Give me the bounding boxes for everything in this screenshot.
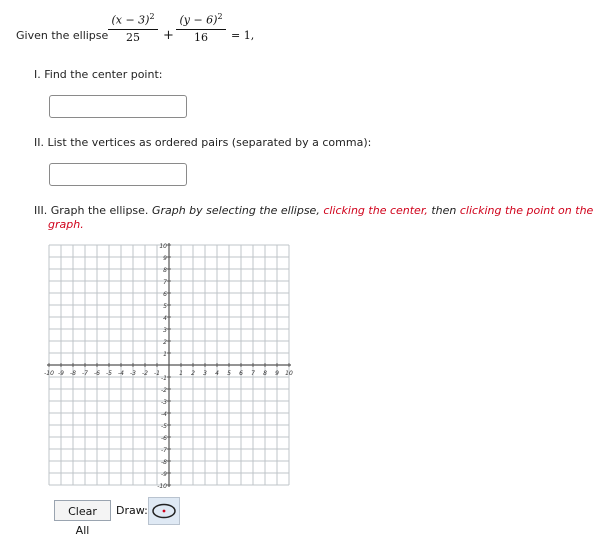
y-tick-label: 5	[163, 303, 167, 310]
y-tick-label: 7	[163, 279, 167, 286]
fraction-y-term	[176, 12, 226, 44]
question-1-label: I. Find the center point:	[34, 68, 163, 81]
equals-rhs: = 1,	[231, 29, 255, 42]
y-tick-label: -2	[161, 387, 167, 394]
x-tick-label: 2	[191, 370, 195, 377]
x-tick-label: 10	[285, 370, 293, 377]
x-tick-label: -1	[154, 370, 160, 377]
center-point-input[interactable]	[49, 95, 187, 118]
y-tick-label: 1	[163, 351, 167, 358]
y-tick-label: -5	[161, 423, 167, 430]
x-tick-label: 9	[275, 370, 279, 377]
y-tick-label: -8	[161, 459, 167, 466]
x-tick-label: 5	[227, 370, 231, 377]
ellipse-tool-icon	[149, 498, 179, 524]
y-tick-label: -6	[161, 435, 167, 442]
x-tick-label: -9	[58, 370, 64, 377]
given-label: Given the ellipse	[16, 29, 109, 42]
fraction-bar	[108, 29, 158, 30]
clear-all-button[interactable]: Clear All	[54, 500, 111, 521]
x-tick-label: 1	[179, 370, 183, 377]
y-tick-label: 2	[163, 339, 167, 346]
question-3-instruction: Graph by selecting the ellipse,	[151, 204, 320, 217]
question-3-label	[34, 204, 594, 232]
x-tick-label: 8	[263, 370, 267, 377]
coordinate-graph[interactable]	[46, 242, 298, 492]
x-tick-label: -10	[44, 370, 54, 377]
y-tick-label: -9	[161, 471, 167, 478]
question-3-title: III. Graph the ellipse.	[34, 204, 149, 217]
x-tick-label: -5	[106, 370, 112, 377]
x-term-denominator: 25	[126, 30, 140, 44]
x-term-numerator: $(x - 3)^2$	[111, 12, 155, 27]
y-tick-label: 9	[163, 255, 167, 262]
question-3-instruction-red: clicking the center,	[323, 204, 428, 217]
question-3-instruction-red-2: clicking the point on the	[459, 204, 594, 217]
x-tick-label: -8	[70, 370, 76, 377]
x-tick-label: 7	[251, 370, 255, 377]
x-tick-label: -6	[94, 370, 100, 377]
ellipse-tool-button[interactable]	[148, 497, 180, 525]
y-tick-label: -1	[161, 375, 167, 382]
plus-sign: +	[163, 28, 174, 43]
x-tick-label: -4	[118, 370, 124, 377]
y-tick-label: -10	[157, 483, 167, 490]
y-term-denominator: 16	[194, 30, 208, 44]
y-tick-label: 3	[163, 327, 167, 334]
problem-statement	[0, 0, 616, 60]
x-tick-label: 4	[215, 370, 219, 377]
fraction-bar	[176, 29, 226, 30]
vertices-input[interactable]	[49, 163, 187, 186]
x-tick-label: -7	[82, 370, 88, 377]
x-tick-label: -2	[142, 370, 148, 377]
question-2-label: II. List the vertices as ordered pairs (separated by a comma):	[34, 136, 372, 149]
question-3-instruction-red-3: graph.	[48, 218, 84, 231]
draw-label: Draw:	[116, 504, 148, 517]
question-3-instruction-then: then	[431, 204, 457, 217]
y-tick-label: 4	[163, 315, 167, 322]
x-tick-label: 3	[203, 370, 207, 377]
x-tick-label: 6	[239, 370, 243, 377]
y-tick-label: -3	[161, 399, 167, 406]
x-tick-label: -3	[130, 370, 136, 377]
fraction-x-term	[108, 12, 158, 44]
y-tick-label: -7	[161, 447, 167, 454]
y-tick-label: -4	[161, 411, 167, 418]
y-tick-label: 8	[163, 267, 167, 274]
y-tick-label: 6	[163, 291, 167, 298]
y-term-numerator: $(y - 6)^2$	[179, 12, 223, 27]
y-tick-label: 10	[159, 243, 167, 250]
